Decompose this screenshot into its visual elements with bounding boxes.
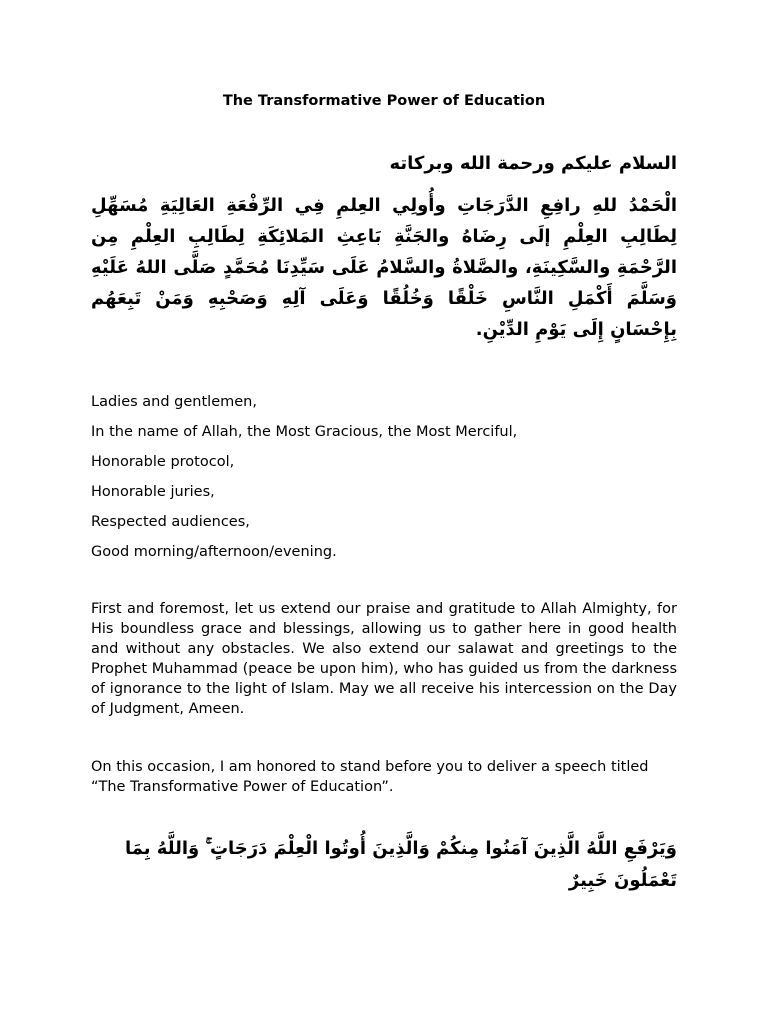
greetings-list: [91, 390, 677, 570]
greeting-line: Respected audiences,: [91, 514, 250, 530]
document-page: [91, 0, 677, 1024]
greeting-line: Good morning/afternoon/evening.: [91, 544, 337, 560]
arabic-praise-paragraph: الْحَمْدُ للهِ رافِعِ الدَّرَجَاتِ وأُولِي العِلمِ فِي الرِّفْعَةِ العَالِيَةِ مُسَهِّلِ لِطَالِبِ العِلْمِ إلَى رِضَاهُ والجَنَّةِ بَاعِثِ المَلائِكَةِ لِطَالِبِ العِلْمِ مِن الرَّحْمَةِ والسَّكِينَةِ، والصَّلاةُ والسَّلامُ عَلَى سَيِّدِنَا مُحَمَّدٍ صَلَّى اللهُ عَلَيْهِ وَسَلَّمَ أَكْمَلِ النَّاسِ خَلْقًا وَخُلُقًا وَعَلَى آلِهِ وَصَحْبِهِ وَمَنْ تَبِعَهُم بِإِحْسَانٍ إِلَى يَوْمِ الدِّيْنِ.: [91, 195, 677, 340]
opening-paragraph: First and foremost, let us extend our praise and gratitude to Allah Almighty, for His boundless grace and blessings, allowing us to gather here in good health and without any obstacles. We also extend our salawat and greetings to the Prophet Muhammad (peace be upon him), who has guided us from the darkness of ignorance to the light of Islam. May we all receive his intercession on the Day of Judgment, Ameen.: [91, 601, 677, 717]
greeting-line: Honorable protocol,: [91, 454, 235, 470]
speech-intro-paragraph: On this occasion, I am honored to stand before you to deliver a speech titled “The Transformative Power of Education”.: [91, 759, 649, 795]
greeting-line: Honorable juries,: [91, 484, 215, 500]
quran-verse: وَيَرْفَعِ اللَّهُ الَّذِينَ آمَنُوا مِنكُمْ وَالَّذِينَ أُوتُوا الْعِلْمَ دَرَجَاتٍ ۚ وَاللَّهُ بِمَا تَعْمَلُونَ خَبِيرٌ: [124, 838, 677, 891]
arabic-salam: السلام عليكم ورحمة الله وبركاته: [389, 153, 677, 174]
document-title: The Transformative Power of Education: [222, 93, 546, 109]
greeting-line: In the name of Allah, the Most Gracious, the Most Merciful,: [91, 424, 518, 440]
greeting-line: Ladies and gentlemen,: [91, 394, 257, 410]
